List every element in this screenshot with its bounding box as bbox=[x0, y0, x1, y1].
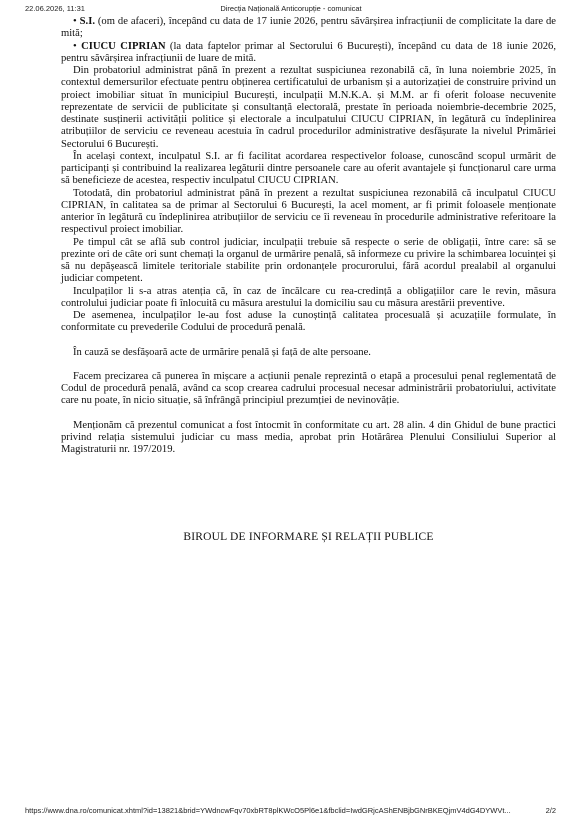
paragraph: În cauză se desfășoară acte de urmărire penală și față de alte persoane. bbox=[73, 346, 371, 358]
bullet-item-ciucu: • CIUCU CIPRIAN (la data faptelor primar al Sectorului 6 București), începând cu data de 18 iunie 2026, pentru săvârșirea infracțiunii de luare de mită. bbox=[61, 40, 556, 64]
press-release-body bbox=[61, 16, 556, 456]
print-datetime: 22.06.2026, 11:31 bbox=[25, 4, 85, 13]
bullet-text: (om de afaceri), începând cu data de 17 iunie 2026, pentru săvârșirea infracțiunii de complicitate la dare de mită; bbox=[61, 16, 557, 40]
paragraph: Totodată, din probatoriul administrat până în prezent a rezultat suspiciunea rezonabilă că inculpatul CIUCU CIPRIAN, în calitatea sa de primar al Sectorului 6 București, la acel moment, ar fi primit foloasele menționate anterior în legătură cu îndeplinirea atribuțiilor de serviciu ce îi reveneau în procedurile administrative referitoare la respectivul proiect imobiliar. bbox=[61, 187, 556, 236]
bullet-name: CIUCU CIPRIAN bbox=[81, 40, 166, 52]
paragraph: În același context, inculpatul S.I. ar fi facilitat acordarea respectivelor foloase, cunoscând scopul urmărit de participanți și contribuind la realizarea legăturii dintre persoanele care au oferit avantajele și funcționarul care urma să beneficieze de acestea, respectiv inculpatul CIUCU CIPRIAN. bbox=[61, 150, 556, 187]
bullet-text: (la data faptelor primar al Sectorului 6 București), începând cu data de 18 iunie 2026, pentru săvârșirea infracțiunii de luare de mită. bbox=[61, 40, 556, 64]
print-url: https://www.dna.ro/comunicat.xhtml?id=13821&brid=YWdncwFqv70xbRT8plKWcO5Pl6e1&fbclid=IwdGRjcAShENBjbGNrBKEQjmV4dG4DYWVt... bbox=[25, 806, 511, 815]
paragraph: De asemenea, inculpaților le-au fost aduse la cunoștință calitatea procesuală și acuzațiile formulate, în conformitate cu prevederile Codului de procedură penală. bbox=[61, 310, 556, 334]
print-header bbox=[0, 4, 582, 14]
paragraph: Inculpaților li s-a atras atenția că, în caz de încălcare cu rea-credință a obligațiilor care le revin, măsura controlului judiciar poate fi înlocuită cu măsura arestului la domiciliu sau cu măsura arestării preventive. bbox=[61, 285, 556, 309]
print-footer bbox=[0, 806, 582, 816]
print-page-title: Direcția Națională Anticorupție - comunicat bbox=[220, 4, 362, 13]
paragraph: Menționăm că prezentul comunicat a fost întocmit în conformitate cu art. 28 alin. 4 din Ghidul de bune practici privind relația sistemului judiciar cu mass media, aprobat prin Hotărârea Plenului Consiliului Superior al Magistraturii nr. 197/2019. bbox=[61, 419, 556, 455]
print-page-number: 2/2 bbox=[545, 806, 556, 815]
paragraph: Facem precizarea că punerea în mișcare a acțiunii penale reprezintă o etapă a procesului penal reglementată de Codul de procedură penală, având ca scop crearea cadrului procesual necesar administrării probatoriului, activitate care nu poate, în nicio situație, să înfrângă principiul prezumției de nevinovăție. bbox=[61, 370, 556, 407]
bullet-name: S.I. bbox=[79, 16, 95, 27]
paragraph: Din probatoriul administrat până în prezent a rezultat suspiciunea rezonabilă că, în luna noiembrie 2025, în contextul demersurilor efectuate pentru obținerea certificatului de urbanism și a autorizației de construire privind un proiect imobiliar situat în municipiul București, inculpații M.N.K.A. și M.M. ar fi oferit foloase necuvenite reprezentate de servicii de publicitate și consultanță electorală, prestate în perioada noiembrie-decembrie 2025, destinate susținerii activității politice și electorale a inculpatului CIUCU CIPRIAN, în legătură cu îndeplinirea atribuțiilor de serviciu ce reveneau acestuia în cadrul procedurilor administrative desfășurate la nivelul Primăriei Sectorului 6 București. bbox=[61, 65, 556, 150]
signature-department: BIROUL DE INFORMARE ȘI RELAȚII PUBLICE bbox=[183, 531, 434, 543]
paragraph: Pe timpul cât se află sub control judiciar, inculpații trebuie să respecte o serie de obligații, între care: să se prezinte ori de câte ori sunt chemați la organul de urmărire penală, să informeze cu privire la schimbarea locuinței și să nu depășească limitele teritoriale stabilite prin ordonanțele procurorului, fără acordul prealabil al organului judiciar competent. bbox=[61, 236, 556, 285]
bullet-item-si: • S.I. (om de afaceri), începând cu data de 17 iunie 2026, pentru săvârșirea infracțiunii de complicitate la dare de mită; bbox=[61, 16, 557, 40]
